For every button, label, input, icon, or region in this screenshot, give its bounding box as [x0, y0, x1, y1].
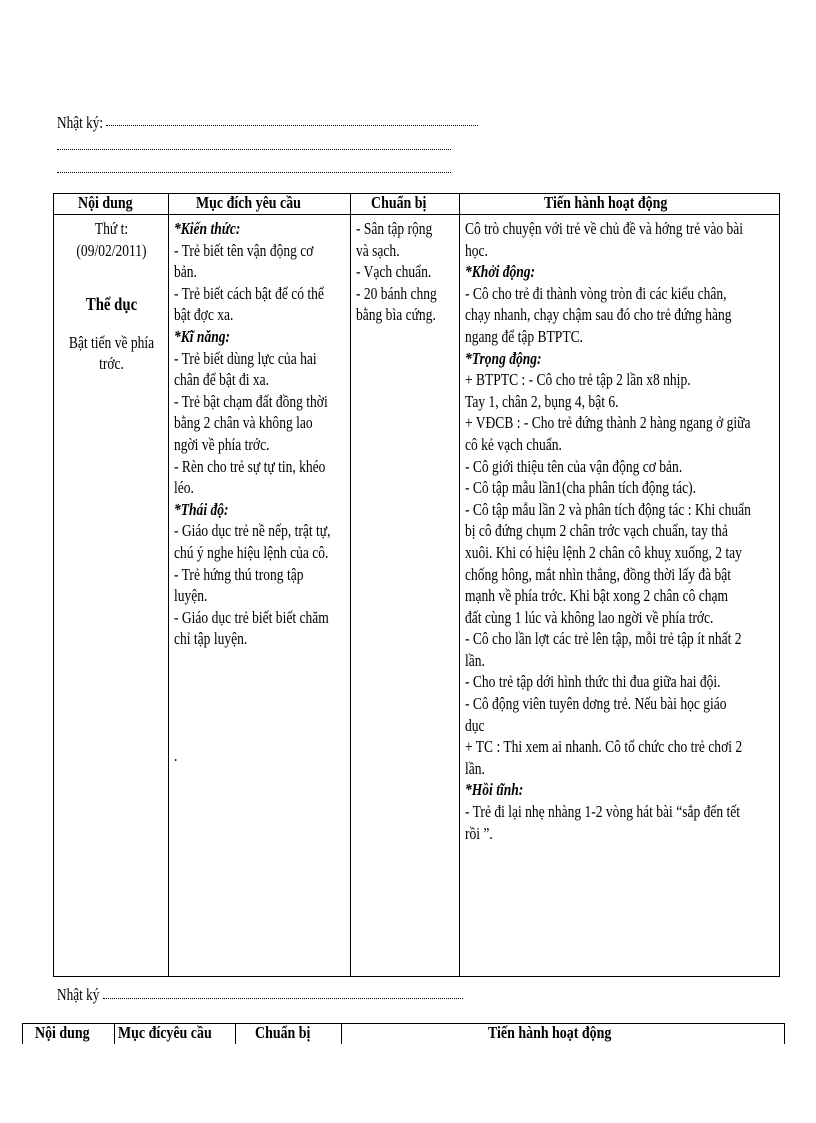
activities-cell: [460, 215, 780, 977]
content-cell: [54, 215, 169, 977]
journal-label-2: Nhật ký: [57, 985, 100, 1004]
activity-line: đất cùng 1 lúc và không lao ngời về phía trớc.: [465, 607, 714, 627]
header-activities: Tiến hành hoạt động: [460, 194, 780, 215]
activity-line: chống hông, mắt nhìn thẳng, đồng thời lấy đà bật: [465, 564, 732, 584]
activity-line: - Cô tập mẫu lần 2 và phân tích động tác : Khi chuẩn: [465, 499, 751, 519]
objective-line: - Trẻ biết dùng lực của hai: [174, 348, 317, 368]
topic-line-2: trớc.: [99, 354, 124, 374]
objective-line: *Kiến thức:: [174, 219, 241, 238]
preparation-cell: [351, 215, 460, 977]
objective-line: bản.: [174, 262, 197, 282]
header-content: Nội dung: [54, 194, 169, 215]
journal-label: Nhật ký:: [57, 113, 104, 132]
journal-dotted-line-1: [106, 125, 478, 126]
objective-line: - Giáo dục trẻ nề nếp, trật tự,: [174, 521, 331, 541]
objective-line: chỉ tập luyện.: [174, 629, 248, 649]
topic-line-1: Bật tiến về phía: [68, 332, 155, 352]
objectives-cell: [169, 215, 351, 977]
header-objectives: Mục đích yêu cầu: [169, 194, 351, 215]
objective-line: chú ý nghe hiệu lệnh của cô.: [174, 542, 329, 562]
journal-dotted-line-2: [57, 149, 451, 150]
activity-line: bị cô đứng chụm 2 chân trớc vạch chuẩn, tay thả: [465, 521, 728, 541]
activity-line: lần.: [465, 758, 485, 778]
preparation-line: - Sân tập rộng: [356, 219, 433, 238]
activity-line: + BTPTC : - Cô cho trẻ tập 2 lần x8 nhịp.: [465, 370, 691, 390]
activity-line: mạnh về phía trớc. Khi bật xong 2 chân cô chạm: [465, 586, 729, 606]
activity-line: xuôi. Khi có hiệu lệnh 2 chân cô khuỵ xuống, 2 tay: [465, 542, 742, 562]
next-lesson-table: [22, 1023, 785, 1044]
activity-line: *Trọng động:: [465, 348, 542, 368]
objective-line: - Giáo dục trẻ biết biết chăm: [174, 607, 329, 627]
activity-line: chạy nhanh, chạy chậm sau đó cho trẻ đứng hàng: [465, 305, 732, 325]
header-preparation: Chuẩn bị: [351, 194, 460, 215]
objective-line: - Trẻ biết cách bật để có thể: [174, 283, 324, 303]
date-label: (09/02/2011): [76, 240, 147, 260]
preparation-line: - Vạch chuẩn.: [356, 262, 432, 282]
activity-line: cô kẻ vạch chuẩn.: [465, 434, 562, 454]
stray-dot: .: [174, 745, 178, 765]
activity-line: - Cô giới thiệu tên của vận động cơ bản.: [465, 456, 683, 476]
objective-line: - Trẻ bật chạm đất đồng thời: [174, 391, 328, 411]
preparation-line: - 20 bánh chng: [356, 283, 437, 303]
objective-line: chân để bật đi xa.: [174, 370, 270, 390]
activity-line: - Cô cho lần lợt các trẻ lên tập, mỗi trẻ tập ít nhất 2: [465, 629, 742, 649]
activity-line: *Hồi tĩnh:: [465, 780, 524, 800]
activity-line: + TC : Thi xem ai nhanh. Cô tổ chức cho trẻ chơi 2: [465, 737, 743, 757]
preparation-line: bằng bìa cứng.: [356, 305, 436, 325]
header-objectives-2: Mục đícyêu cầu: [115, 1024, 236, 1045]
activity-line: rồi ”.: [465, 823, 493, 843]
objective-line: *Thái độ:: [174, 499, 229, 519]
header-activities-2: Tiến hành hoạt động: [342, 1024, 785, 1045]
activity-line: - Cô cho trẻ đi thành vòng tròn đi các kiểu chân,: [465, 283, 727, 303]
header-preparation-2: Chuẩn bị: [236, 1024, 342, 1045]
subject-title: Thể dục: [85, 294, 138, 315]
activity-line: dục: [465, 715, 485, 735]
objective-line: léo.: [174, 478, 194, 498]
activity-line: học.: [465, 240, 488, 260]
activity-line: Cô trò chuyện với trẻ về chủ đề và hớng trẻ vào bài: [465, 219, 744, 238]
objective-line: - Trẻ biết tên vận động cơ: [174, 240, 314, 260]
activity-line: - Cô động viên tuyên dơng trẻ. Nếu bài học giáo: [465, 694, 727, 714]
activity-line: Tay 1, chân 2, bụng 4, bật 6.: [465, 391, 619, 411]
objective-line: ngời về phía trớc.: [174, 434, 270, 454]
activity-line: - Cô tập mẫu lần1(cha phân tích động tác).: [465, 478, 697, 498]
activity-line: + VĐCB : - Cho trẻ đứng thành 2 hàng ngang ở giữa: [465, 413, 751, 433]
journal-dotted-line-3: [57, 172, 451, 173]
preparation-line: và sạch.: [356, 240, 400, 260]
lesson-plan-table: [53, 193, 780, 977]
objective-line: luyện.: [174, 586, 208, 606]
day-label: Thứ t:: [94, 219, 129, 238]
header-content-2: Nội dung: [23, 1024, 115, 1045]
activity-line: *Khởi động:: [465, 262, 536, 282]
objective-line: bật đợc xa.: [174, 305, 234, 325]
activity-line: - Cho trẻ tập dới hình thức thi đua giữa hai đội.: [465, 672, 721, 692]
objective-line: - Trẻ hứng thú trong tập: [174, 564, 304, 584]
journal-dotted-line-4: [103, 998, 463, 999]
objective-line: *Kĩ năng:: [174, 326, 231, 346]
activity-line: lần.: [465, 650, 485, 670]
activity-line: ngang để tập BTPTC.: [465, 326, 584, 346]
objective-line: - Rèn cho trẻ sự tự tin, khéo: [174, 456, 326, 476]
activity-line: - Trẻ đi lại nhẹ nhàng 1-2 vòng hát bài “sắp đến tết: [465, 802, 741, 822]
objective-line: bằng 2 chân và không lao: [174, 413, 313, 433]
